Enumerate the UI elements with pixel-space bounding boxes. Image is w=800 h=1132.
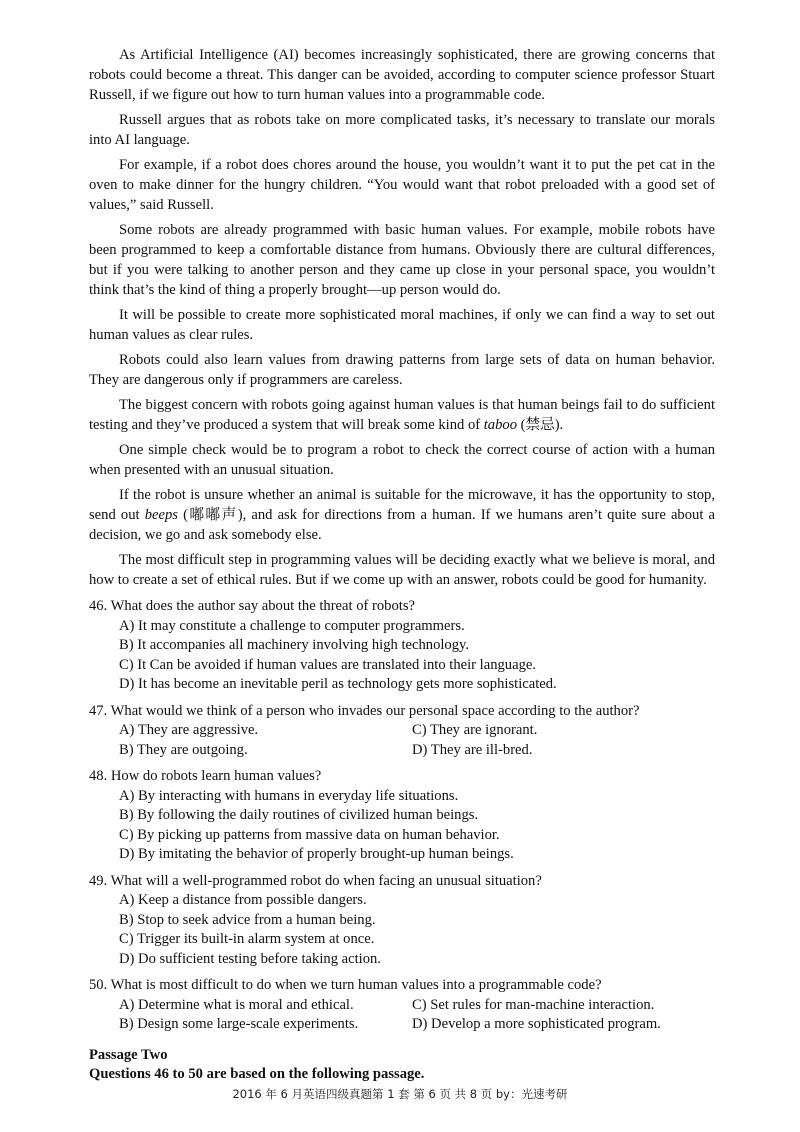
p7-text-after: (禁忌). — [517, 417, 564, 433]
p9-italic-word: beeps — [144, 507, 178, 523]
question-46-option-d[interactable]: D) It has become an inevitable peril as technology gets more sophisticated. — [119, 676, 557, 692]
section-heading — [89, 1046, 715, 1084]
p7-text-before: The biggest concern with robots going against human values is that human beings fail to do sufficient testing and they’ve produced a system that will break some kind of — [89, 397, 715, 433]
question-50-option-c[interactable]: C) Set rules for man-machine interaction. — [412, 996, 655, 1013]
p7-italic-word: taboo — [483, 417, 517, 433]
question-50-option-a[interactable]: A) Determine what is moral and ethical. — [119, 996, 354, 1013]
question-48-option-c[interactable]: C) By picking up patterns from massive data on human behavior. — [119, 826, 500, 843]
passage-paragraph-10: The most difficult step in programming values will be deciding exactly what we believe is moral, and how to create a set of ethical rules. But if we come up with an answer, robots could be good for humanity. — [89, 552, 715, 588]
question-48-option-b[interactable]: B) By following the daily routines of civilized human beings. — [119, 807, 479, 823]
question-47-options — [89, 721, 715, 760]
reading-passage — [89, 45, 715, 590]
question-46-option-a[interactable]: A) It may constitute a challenge to computer programmers. — [119, 617, 465, 634]
question-48-option-d[interactable]: D) By imitating the behavior of properly brought-up human beings. — [119, 846, 514, 862]
passage-paragraph-9 — [89, 485, 715, 545]
section-subtitle: Questions 46 to 50 are based on the following passage. — [89, 1065, 425, 1082]
question-46-option-b[interactable]: B) It accompanies all machinery involving high technology. — [119, 637, 470, 653]
passage-paragraph-3: For example, if a robot does chores around the house, you wouldn’t want it to put the pet cat in the oven to make dinner for the hungry children. “You would want that robot preloaded with a good set of values,” said Russell. — [89, 157, 715, 213]
question-50-option-d[interactable]: D) Develop a more sophisticated program. — [412, 1016, 661, 1032]
question-49-option-d[interactable]: D) Do sufficient testing before taking action. — [119, 950, 381, 967]
passage-paragraph-2: Russell argues that as robots take on more complicated tasks, it’s necessary to translate our morals into AI language. — [89, 112, 715, 148]
question-48-options — [89, 787, 715, 865]
question-47-stem: 47. What would we think of a person who invades our personal space according to the author? — [89, 702, 640, 719]
question-48-stem: 48. How do robots learn human values? — [89, 768, 322, 784]
p9-text-after: (嘟嘟声), and ask for directions from a human. If we humans aren’t quite sure about a decision, we go and ask somebody else. — [89, 507, 715, 543]
question-50-stem: 50. What is most difficult to do when we turn human values into a programmable code? — [89, 977, 602, 993]
question-50-option-b[interactable]: B) Design some large-scale experiments. — [119, 1016, 359, 1032]
passage-paragraph-6: Robots could also learn values from drawing patterns from large sets of data on human behavior. They are dangerous only if programmers are careless. — [89, 352, 715, 388]
passage-paragraph-4: Some robots are already programmed with basic human values. For example, mobile robots have been programmed to keep a comfortable distance from humans. Obviously there are cultural differences, but if you were talking to another person and they came up close in your personal space, you wouldn’t think that’s the kind of thing a properly brought—up person would do. — [89, 222, 715, 298]
passage-paragraph-7 — [89, 395, 715, 435]
page-footer: 2016 年 6 月英语四级真题第 1 套 第 6 页 共 8 页 by：光速考研 — [232, 1087, 568, 1101]
p9-text-before: If the robot is unsure whether an animal is suitable for the microwave, it has the opportunity to stop, send out — [89, 487, 715, 523]
question-49-option-b[interactable]: B) Stop to seek advice from a human being. — [119, 911, 376, 928]
passage-paragraph-1: As Artificial Intelligence (AI) becomes increasingly sophisticated, there are growing concerns that robots could become a threat. This danger can be avoided, according to computer science professor Stuart Russell, if we figure out how to turn human values into a programmable code. — [89, 47, 715, 103]
question-46-options — [89, 617, 715, 695]
question-50-options — [89, 996, 715, 1035]
question-47 — [89, 702, 715, 761]
page-content — [89, 45, 715, 1084]
question-48-option-a[interactable]: A) By interacting with humans in everyday life situations. — [119, 787, 459, 804]
question-47-option-c[interactable]: C) They are ignorant. — [412, 722, 538, 738]
question-49-options — [89, 891, 715, 969]
section-title: Passage Two — [89, 1046, 168, 1063]
question-47-option-d[interactable]: D) They are ill-bred. — [412, 741, 533, 758]
question-46 — [89, 597, 715, 695]
question-47-option-b[interactable]: B) They are outgoing. — [119, 741, 248, 758]
question-49-stem: 49. What will a well-programmed robot do when facing an unusual situation? — [89, 872, 542, 889]
question-47-option-a[interactable]: A) They are aggressive. — [119, 722, 259, 738]
question-50 — [89, 976, 715, 1035]
passage-paragraph-5: It will be possible to create more sophisticated moral machines, if only we can find a way to set out human values as clear rules. — [89, 307, 715, 343]
question-46-stem: 46. What does the author say about the threat of robots? — [89, 598, 415, 614]
question-49 — [89, 872, 715, 970]
question-49-option-c[interactable]: C) Trigger its built-in alarm system at once. — [119, 931, 375, 947]
question-49-option-a[interactable]: A) Keep a distance from possible dangers. — [119, 892, 367, 908]
question-46-option-c[interactable]: C) It Can be avoided if human values are translated into their language. — [119, 656, 536, 673]
question-48 — [89, 767, 715, 865]
passage-paragraph-8: One simple check would be to program a robot to check the correct course of action with a human when presented with an unusual situation. — [89, 442, 715, 478]
